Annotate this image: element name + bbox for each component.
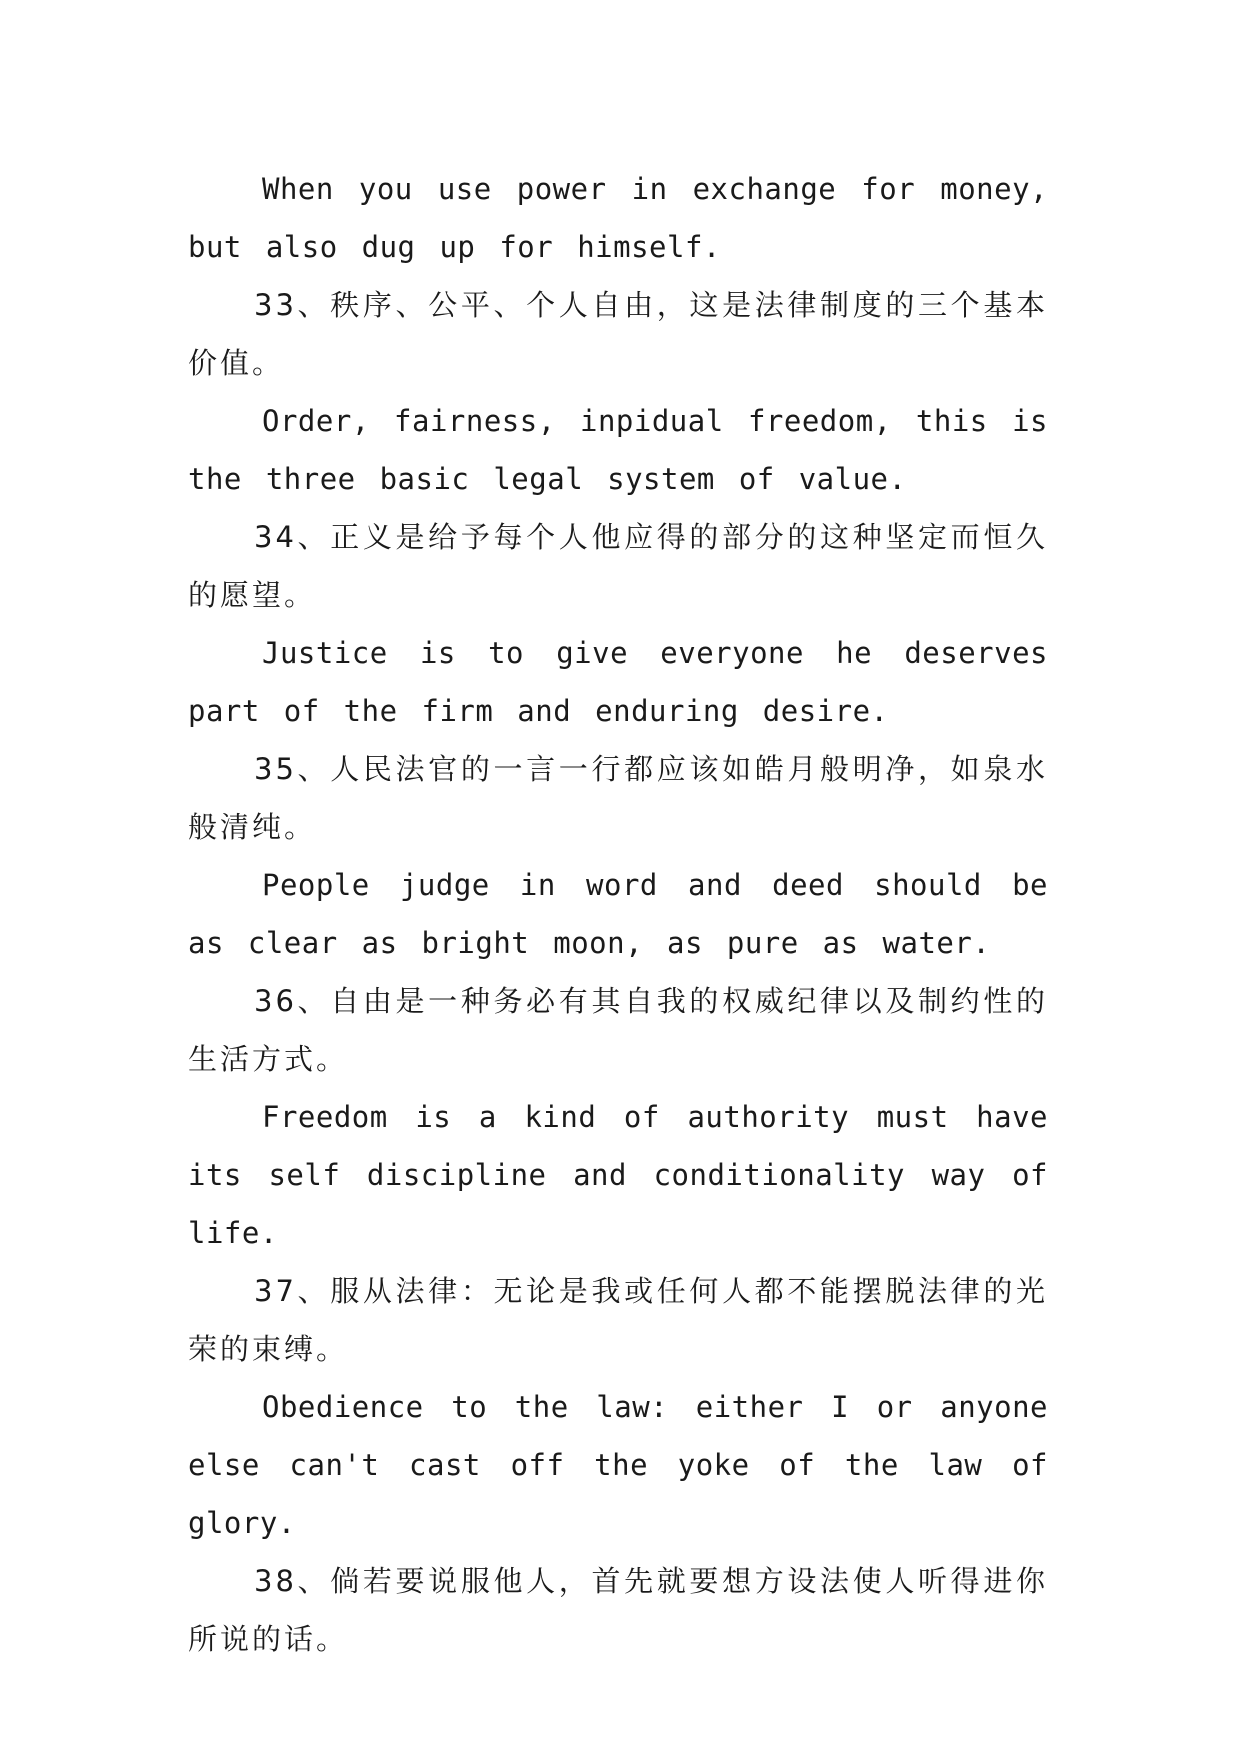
- paragraph-quote-34: 34、正义是给予每个人他应得的部分的这种坚定而恒久的愿望。: [188, 520, 1048, 612]
- paragraph-quote-35: 35、人民法官的一言一行都应该如皓月般明净，如泉水般清纯。: [188, 752, 1048, 844]
- paragraph-quote-38: 38、倘若要说服他人，首先就要想方设法使人听得进你所说的话。: [188, 1564, 1048, 1656]
- paragraph-quote-37: 37、服从法律：无论是我或任何人都不能摆脱法律的光荣的束缚。: [188, 1274, 1048, 1366]
- paragraph-english: Justice is to give everyone he deserves part of the firm and enduring desire.: [188, 636, 1048, 728]
- paragraph-quote-36: 36、自由是一种务必有其自我的权威纪律以及制约性的生活方式。: [188, 984, 1048, 1076]
- document-page: [188, 160, 1048, 1668]
- paragraph-english: People judge in word and deed should be as clear as bright moon, as pure as water.: [188, 868, 1048, 960]
- paragraph-english: Obedience to the law: either I or anyone else can't cast off the yoke of the law of glory.: [188, 1390, 1048, 1540]
- paragraph-english: When you use power in exchange for money, but also dug up for himself.: [188, 172, 1048, 264]
- paragraph-english: Order, fairness, inpidual freedom, this is the three basic legal system of value.: [188, 404, 1048, 496]
- paragraph-english: Freedom is a kind of authority must have its self discipline and conditionality way of life.: [188, 1100, 1048, 1250]
- paragraph-quote-33: 33、秩序、公平、个人自由，这是法律制度的三个基本价值。: [188, 288, 1048, 380]
